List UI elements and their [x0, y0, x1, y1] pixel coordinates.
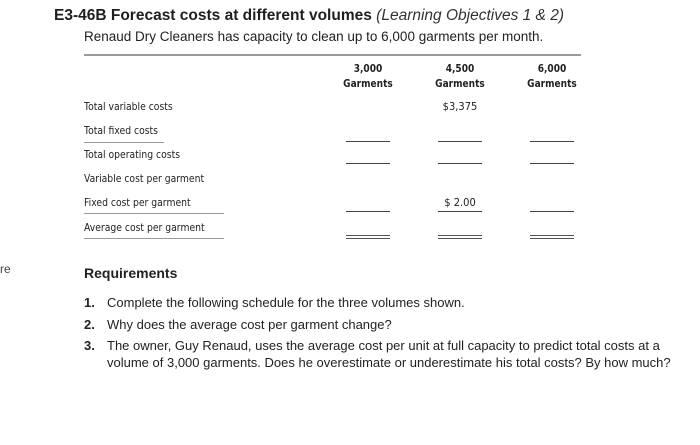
- answer-blank-average-cost-6000[interactable]: [530, 235, 574, 239]
- column-volume: 6,000: [537, 63, 567, 75]
- column-header-4500: [434, 62, 486, 92]
- label-underline: [84, 142, 164, 143]
- side-text-fragment: re: [0, 262, 11, 276]
- answer-blank-fixed-costs-3000[interactable]: [346, 141, 390, 142]
- label-underline: [84, 238, 224, 239]
- row-label-total-fixed-costs: Total fixed costs: [84, 124, 158, 137]
- requirement-text: Complete the following schedule for the three volumes shown.: [107, 295, 465, 310]
- requirement-text: The owner, Guy Renaud, uses the average cost per unit at full capacity to predict total costs at a volume of 3,000 garments. Does he overestimate or underestimate his total costs? By how much?: [107, 338, 671, 370]
- requirement-number: 3.: [84, 338, 95, 353]
- table-top-rule: [84, 54, 581, 56]
- answer-blank-fixed-per-garment-6000[interactable]: [530, 211, 574, 212]
- column-volume: 4,500: [445, 63, 475, 75]
- answer-blank-operating-costs-3000[interactable]: [346, 163, 390, 164]
- requirement-text: Why does the average cost per garment change?: [107, 317, 392, 332]
- row-label-variable-cost-per-garment: Variable cost per garment: [84, 172, 205, 185]
- row-label-total-variable-costs: Total variable costs: [84, 100, 173, 113]
- cell-fixed-cost-per-garment-4500: $ 2.00: [444, 196, 476, 209]
- exercise-title-bold: E3-46B Forecast costs at different volumes: [54, 7, 372, 24]
- label-underline: [84, 213, 224, 214]
- answer-blank-fixed-per-garment-4500[interactable]: [438, 211, 482, 212]
- column-unit: Garments: [435, 78, 485, 90]
- column-unit: Garments: [527, 78, 577, 90]
- answer-blank-operating-costs-6000[interactable]: [530, 163, 574, 164]
- row-label-total-operating-costs: Total operating costs: [84, 148, 181, 161]
- answer-blank-fixed-per-garment-3000[interactable]: [346, 211, 390, 212]
- answer-blank-average-cost-4500[interactable]: [438, 235, 482, 239]
- exercise-intro: Renaud Dry Cleaners has capacity to clean up to 6,000 garments per month.: [84, 29, 544, 44]
- answer-blank-fixed-costs-4500[interactable]: [438, 141, 482, 142]
- answer-blank-average-cost-3000[interactable]: [346, 235, 390, 239]
- column-header-3000: [342, 62, 394, 92]
- exercise-title: [54, 7, 564, 25]
- answer-blank-operating-costs-4500[interactable]: [438, 163, 482, 164]
- requirement-number: 1.: [84, 295, 95, 310]
- answer-blank-fixed-costs-6000[interactable]: [530, 141, 574, 142]
- column-header-6000: [526, 62, 578, 92]
- row-label-average-cost-per-garment: Average cost per garment: [84, 221, 205, 234]
- column-volume: 3,000: [353, 63, 383, 75]
- requirements-heading: Requirements: [84, 265, 178, 281]
- requirement-number: 2.: [84, 317, 95, 332]
- row-label-fixed-cost-per-garment: Fixed cost per garment: [84, 196, 191, 209]
- column-unit: Garments: [343, 78, 393, 90]
- learning-objectives: (Learning Objectives 1 & 2): [376, 7, 564, 24]
- cell-variable-costs-4500: $3,375: [442, 100, 478, 113]
